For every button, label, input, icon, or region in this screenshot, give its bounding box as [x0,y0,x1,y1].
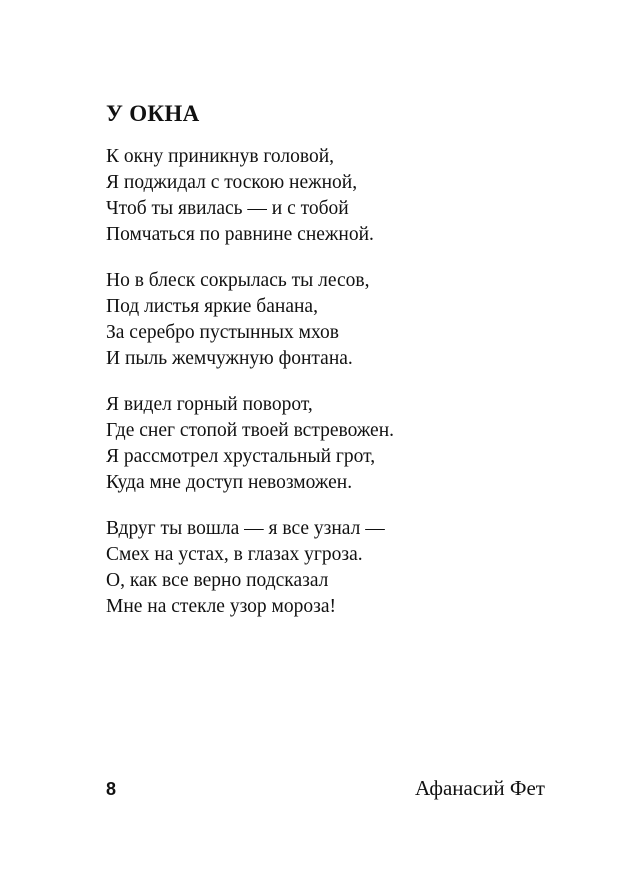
stanza-1 [106,144,394,248]
poem-line: За серебро пустынных мхов [106,322,339,343]
poem-line: Мне на стекле узор мороза! [106,596,336,617]
poem-line: Но в блеск сокрылась ты лесов, [106,270,370,291]
poem-line: О, как все верно подсказал [106,570,329,591]
poem-line: Где снег стопой твоей встревожен. [106,420,395,441]
stanza-3 [106,392,394,496]
poem-title: У ОКНА [106,101,200,126]
poem-line: Чтоб ты явилась — и с тобой [106,198,349,219]
poem-line: Под листья яркие банана, [106,296,318,317]
poem-line: Помчаться по равнине снежной. [106,224,374,245]
page-number: 8 [106,779,117,799]
poem-line: Вдруг ты вошла — я все узнал — [106,518,385,539]
poem-line: Смех на устах, в глазах угроза. [106,544,363,565]
poem-line: Я рассмотрел хрустальный грот, [106,446,376,467]
poem-line: Куда мне доступ невозможен. [106,472,353,493]
stanza-4 [106,516,394,620]
stanza-2 [106,268,394,372]
poem-body [106,144,394,620]
poem-line: И пыль жемчужную фонтана. [106,348,353,369]
poem-line: К окну приникнув головой, [106,146,335,167]
poem-line: Я поджидал с тоскою нежной, [106,172,358,193]
author-name: Афанасий Фет [415,776,545,800]
poem-line: Я видел горный поворот, [106,394,313,415]
